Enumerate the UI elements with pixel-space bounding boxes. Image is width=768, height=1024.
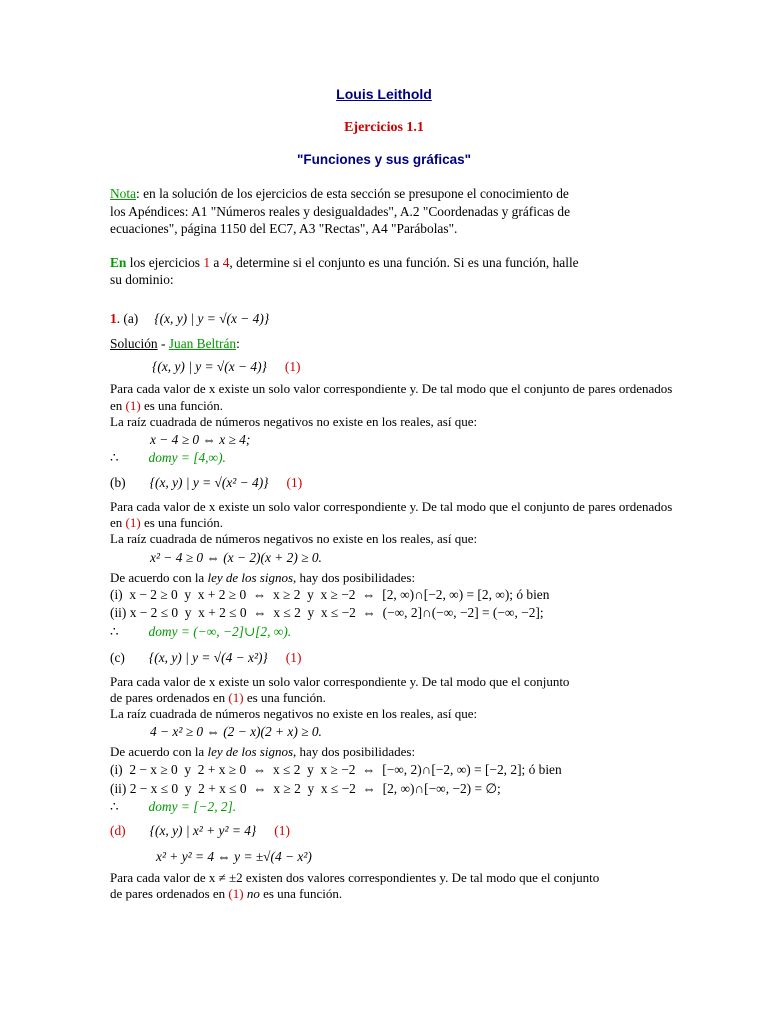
c-dom-line (110, 799, 236, 815)
b-para-2-post: es una función. (140, 515, 224, 530)
eq-a-set: {(x, y) | y = √(x − 4)} (152, 359, 267, 374)
b-para-1: Para cada valor de x existe un solo valor correspondiente y. De tal modo que el conjunto de pares ordenados (110, 499, 673, 514)
solution-line (110, 336, 240, 352)
part-a-label: (a) (123, 311, 139, 326)
c-case-i: (i) 2 − x ≥ 0 y 2 + x ≥ 0 ⇔ x ≤ 2 y x ≥ −2 ⇔ [−∞, 2)∩[−2, ∞) = [−2, 2]; ó bien (110, 762, 562, 777)
nota-line-1 (110, 186, 569, 202)
c-domain: domy = [−2, 2]. (148, 799, 237, 814)
b-acuerdo (110, 570, 415, 586)
author-title: Louis Leithold (336, 86, 432, 102)
nota-line-2: los Apéndices: A1 "Números reales y desigualdades", A.2 "Coordenadas y gráficas de (110, 204, 571, 219)
a-raiz: La raíz cuadrada de números negativos no existe en los reales, así que: (110, 414, 478, 429)
c-para-2 (110, 690, 326, 706)
b-para-2 (110, 515, 223, 531)
b-domain: domy = (−∞, −2]∪[2, ∞). (148, 624, 292, 639)
c-acuerdo (110, 744, 415, 760)
a-para-2-pre: en (110, 398, 126, 413)
intro-number-2: 4 (222, 255, 230, 270)
part-c (110, 650, 301, 666)
b-therefore: ∴ (110, 624, 119, 639)
ref-c: (1) (285, 650, 302, 665)
a-step: x − 4 ≥ 0 ⇔ x ≥ 4; (150, 432, 251, 447)
intro-first-word: En (110, 255, 127, 270)
intro-line-1 (110, 255, 579, 271)
nota-text-1: : en la solución de los ejercicios de esta sección se presupone el conocimiento de (136, 186, 569, 201)
c-para-2-pre: de pares ordenados en (110, 690, 229, 705)
a-para-2 (110, 398, 223, 414)
intro-line-2: su dominio: (110, 272, 174, 287)
ref-b: (1) (286, 475, 303, 490)
c-para-2-post: es una función. (243, 690, 326, 705)
b-case-ii: (ii) x − 2 ≤ 0 y x + 2 ≤ 0 ⇔ x ≤ 2 y x ≤ −2 ⇔ (−∞, 2]∩(−∞, −2] = (−∞, −2]; (110, 605, 544, 620)
b-acuerdo-pre: De acuerdo con la (110, 570, 208, 585)
c-para-1: Para cada valor de x existe un solo valor correspondiente y. De tal modo que el conjunto (110, 674, 570, 689)
therefore-symbol: ∴ (110, 450, 119, 465)
b-step: x² − 4 ≥ 0 ⇔ (x − 2)(x + 2) ≥ 0. (150, 550, 322, 565)
c-acuerdo-italic: ley de los signos (207, 744, 294, 759)
topic-title: "Funciones y sus gráficas" (296, 152, 472, 167)
b-acuerdo-post: , hay dos posibilidades: (293, 570, 416, 585)
c-raiz: La raíz cuadrada de números negativos no existe en los reales, así que: (110, 706, 478, 721)
c-case-ii: (ii) 2 − x ≤ 0 y 2 + x ≤ 0 ⇔ x ≥ 2 y x ≤ −2 ⇔ [2, ∞)∩[−∞, −2) = ∅; (110, 781, 501, 796)
solution-colon: : (236, 336, 240, 351)
d-para-no: no (246, 886, 260, 901)
set-d: {(x, y) | x² + y² = 4} (149, 823, 257, 838)
set-b: {(x, y) | y = √(x² − 4)} (149, 475, 269, 490)
c-therefore: ∴ (110, 799, 119, 814)
b-dom-line (110, 624, 291, 640)
nota-label: Nota (110, 186, 137, 201)
a-para-2-post: es una función. (140, 398, 224, 413)
c-acuerdo-pre: De acuerdo con la (110, 744, 208, 759)
a-para-ref: (1) (125, 398, 141, 413)
exercise-number: 1 (110, 311, 117, 326)
intro-text-c: , determine si el conjunto es una función. Si es una función, halle (229, 255, 579, 270)
c-step: 4 − x² ≥ 0 ⇔ (2 − x)(2 + x) ≥ 0. (150, 724, 322, 739)
part-b (110, 475, 302, 491)
c-acuerdo-post: , hay dos posibilidades: (293, 744, 416, 759)
section-title: Ejercicios 1.1 (344, 120, 424, 135)
d-step: x² + y² = 4 ⇔ y = ±√(4 − x²) (156, 849, 312, 864)
b-para-ref: (1) (125, 515, 141, 530)
b-para-2-pre: en (110, 515, 126, 530)
part-d (110, 823, 290, 839)
a-dom-line (110, 450, 226, 466)
intro-text-b: a (210, 255, 223, 270)
d-para-2-pre: de pares ordenados en (110, 886, 229, 901)
part-d-label: (d) (110, 823, 126, 838)
part-b-label: (b) (110, 475, 126, 490)
d-para-ref: (1) (228, 886, 244, 901)
intro-text-a: los ejercicios (126, 255, 204, 270)
d-para-2 (110, 886, 342, 902)
b-raiz: La raíz cuadrada de números negativos no existe en los reales, así que: (110, 531, 478, 546)
d-para-2-post: es una función. (259, 886, 343, 901)
a-domain: domy = [4,∞). (148, 450, 226, 465)
intro-number-1: 1 (203, 255, 211, 270)
exercise-1-a: 1. (a) {(x, y) | y = √(x − 4)} (110, 311, 270, 326)
solution-dash: - (157, 336, 169, 351)
d-para-1: Para cada valor de x ≠ ±2 existen dos valores correspondientes y. De tal modo que el conjunto (110, 870, 600, 885)
c-para-ref: (1) (228, 690, 244, 705)
b-case-i: (i) x − 2 ≥ 0 y x + 2 ≥ 0 ⇔ x ≥ 2 y x ≥ −2 ⇔ [2, ∞)∩[−2, ∞) = [2, ∞); ó bien (110, 587, 550, 602)
nota-line-3: ecuaciones", página 1150 del EC7, A3 "Rectas", A4 "Parábolas". (110, 221, 458, 236)
set-a: {(x, y) | y = √(x − 4)} (154, 311, 270, 326)
set-c: {(x, y) | y = √(4 − x²)} (148, 650, 268, 665)
b-acuerdo-italic: ley de los signos (207, 570, 294, 585)
ref-1: (1) (284, 359, 301, 374)
ref-d: (1) (274, 823, 290, 838)
solution-label: Solución (110, 336, 158, 351)
eq-a (152, 359, 301, 375)
a-para-1: Para cada valor de x existe un solo valor correspondiente y. De tal modo que el conjunto de pares ordenados (110, 381, 673, 396)
solution-author: Juan Beltrán (168, 336, 237, 351)
part-c-label: (c) (110, 650, 125, 665)
